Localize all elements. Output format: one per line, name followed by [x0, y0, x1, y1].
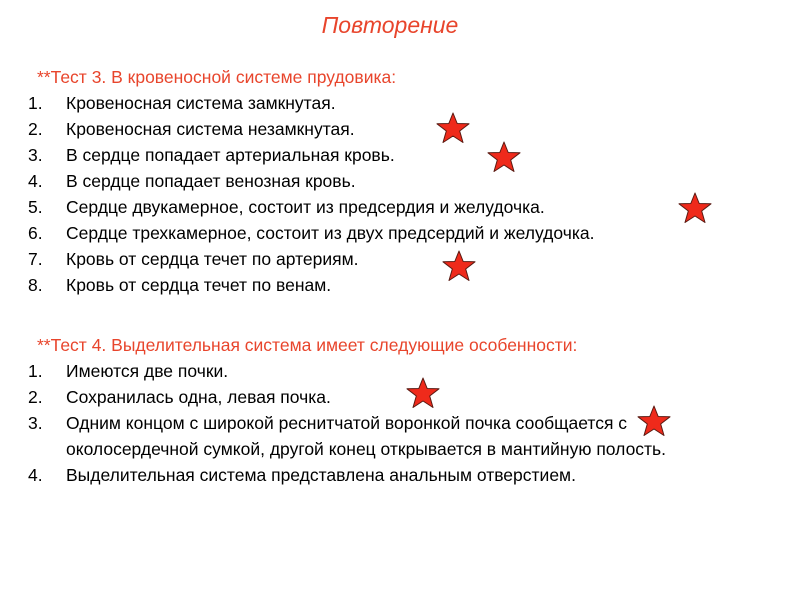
item-number: 6. — [28, 223, 43, 243]
answer-item-4-1 — [0, 358, 780, 384]
test-3-heading: **Тест 3. В кровеносной системе прудовика: — [37, 67, 397, 87]
item-text: Кровь от сердца течет по венам. — [66, 275, 332, 295]
item-number: 5. — [28, 197, 43, 217]
page-title: Повторение — [321, 12, 459, 38]
test-4-heading: **Тест 4. Выделительная система имеет следующие особенности: — [37, 335, 578, 355]
answer-item-3-6 — [0, 220, 780, 246]
item-number: 7. — [28, 249, 43, 269]
item-number: 2. — [28, 387, 43, 407]
star-icon — [678, 192, 712, 224]
item-text: Одним концом с широкой реснитчатой воронкой почка сообщается с околосердечной сумкой, другой конец открывается в мантийную полость. — [66, 413, 667, 459]
item-text: Кровеносная система незамкнутая. — [66, 119, 355, 139]
item-text: Выделительная система представлена анальным отверстием. — [66, 465, 576, 485]
item-text: Имеются две почки. — [66, 361, 229, 381]
star-icon — [637, 405, 671, 437]
item-number: 1. — [28, 93, 43, 113]
item-text: Кровеносная система замкнутая. — [66, 93, 336, 113]
item-number: 8. — [28, 275, 43, 295]
answer-item-3-5 — [0, 194, 780, 220]
star-icon — [487, 141, 521, 173]
answer-item-3-2 — [0, 116, 780, 142]
item-text: В сердце попадает венозная кровь. — [66, 171, 356, 191]
star-icon — [442, 250, 476, 282]
test-3-section — [0, 64, 780, 298]
item-number: 1. — [28, 361, 43, 381]
item-text: Сохранилась одна, левая почка. — [66, 387, 331, 407]
item-text: В сердце попадает артериальная кровь. — [66, 145, 395, 165]
item-number: 4. — [28, 171, 43, 191]
answer-item-3-1 — [0, 90, 780, 116]
answer-item-4-4 — [0, 462, 780, 488]
test-3-answer-list — [0, 90, 780, 298]
item-number: 3. — [28, 413, 43, 433]
item-text: Сердце двукамерное, состоит из предсердия и желудочка. — [66, 197, 545, 217]
star-icon — [406, 377, 440, 409]
answer-item-3-3 — [0, 142, 780, 168]
star-icon — [436, 112, 470, 144]
answer-item-3-4 — [0, 168, 780, 194]
item-number: 2. — [28, 119, 43, 139]
answer-item-3-8 — [0, 272, 780, 298]
item-number: 3. — [28, 145, 43, 165]
item-number: 4. — [28, 465, 43, 485]
answer-item-3-7 — [0, 246, 780, 272]
item-text: Сердце трехкамерное, состоит из двух предсердий и желудочка. — [66, 223, 595, 243]
item-text: Кровь от сердца течет по артериям. — [66, 249, 359, 269]
